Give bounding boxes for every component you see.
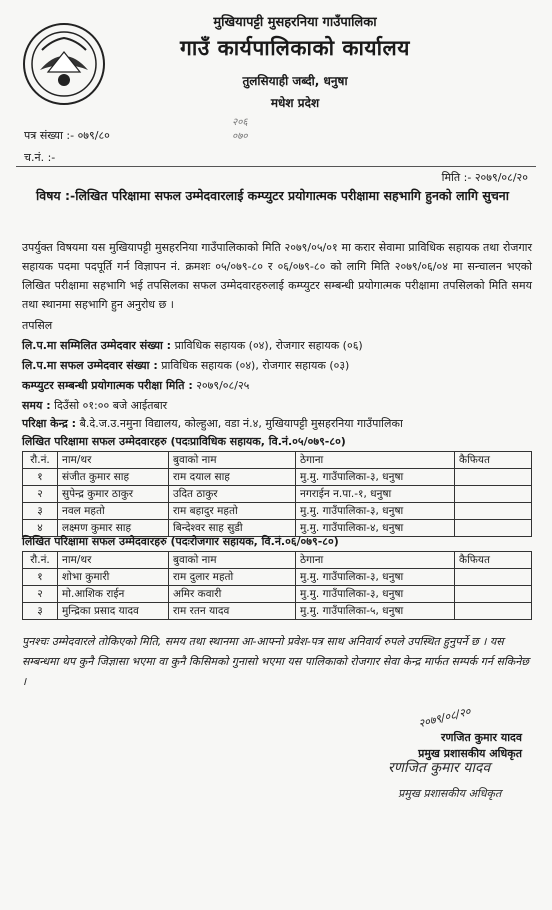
cell-name: नवल महतो bbox=[58, 503, 169, 520]
cell-sn: ३ bbox=[23, 603, 58, 620]
government-emblem-icon bbox=[22, 22, 106, 106]
col-father: बुवाको नाम bbox=[169, 552, 296, 569]
col-father: बुवाको नाम bbox=[169, 452, 296, 469]
notice-body: उपर्युक्त विषयमा यस मुखियापट्टी मुसहरनिया गाउँपालिकाको मिति २०७९/०५/०१ मा करार सेवामा प्राविधिक सहायक तथा रोजगार सहायक पदमा पदपूर्ति गर्न विज्ञापन नं. क्रमशः ०५/०७९-८० र ०६/०७९-८० को लागि मिति २०७९/०६/०४ मा सन्चालन भएको लिखित परीक्षामा सहभागि भई तपसिलका सफल उम्मेदवारहरुलाई कम्प्युटर सम्बन्धी प्रयोगात्मक परीक्षामा तपसिलको मिति समय तथा स्थानमा सहभागि हुन अनुरोध छ । bbox=[22, 241, 532, 311]
cell-address: मु.मु. गाउँपालिका-३, धनुषा bbox=[296, 586, 455, 603]
info-label: कम्प्युटर सम्बन्धी प्रयोगात्मक परीक्षा मिति : bbox=[22, 379, 193, 392]
info-line-center bbox=[22, 416, 403, 431]
header-stamp-number: २०६ bbox=[232, 117, 248, 128]
cell-father: बिन्देश्वर साह सुडी bbox=[169, 520, 296, 537]
cell-address: नगराईन न.पा.-१, धनुषा bbox=[296, 486, 455, 503]
letter-number: पत्र संख्या :- ०७९/८० bbox=[24, 129, 110, 142]
cell-address: मु.मु. गाउँपालिका-३, धनुषा bbox=[296, 569, 455, 586]
cell-remarks bbox=[455, 569, 532, 586]
signature-date-scribble: २०७९/०८/२० bbox=[417, 704, 472, 731]
stamp-name: रणजित कुमार यादव bbox=[388, 760, 491, 776]
cell-name: शोभा कुमारी bbox=[58, 569, 169, 586]
employment-assistant-table bbox=[22, 551, 532, 620]
col-sn: रौ.नं. bbox=[23, 452, 58, 469]
cell-sn: ४ bbox=[23, 520, 58, 537]
info-label: समय : bbox=[22, 399, 51, 412]
office-address: तुलसियाही जब्दी, धनुषा bbox=[242, 74, 348, 88]
col-remarks: कैफियत bbox=[455, 552, 532, 569]
municipality-name: मुखियापट्टी मुसहरनिया गाउँपालिका bbox=[213, 15, 377, 30]
col-sn: रौ.नं. bbox=[23, 552, 58, 569]
cell-father: उदित ठाकुर bbox=[169, 486, 296, 503]
cell-sn: २ bbox=[23, 486, 58, 503]
cell-sn: १ bbox=[23, 469, 58, 486]
col-name: नाम/थर bbox=[58, 452, 169, 469]
info-value: २०७९/०८/२५ bbox=[192, 379, 250, 392]
table-row bbox=[23, 503, 532, 520]
cell-father: राम बहादुर महतो bbox=[169, 503, 296, 520]
cell-address: मु.मु. गाउँपालिका-५, धनुषा bbox=[296, 603, 455, 620]
postscript-note: पुनश्चः उम्मेदवारले तोकिएको मिति, समय तथा स्थानमा आ-आफ्नो प्रवेश-पत्र साथ अनिवार्य रुपले उपस्थित हुनुपर्ने छ । यस सम्बन्धमा थप कुनै जिज्ञासा भएमा वा कुनै किसिमको गुनासो भएमा यस पालिकाको रोजगार सेवा केन्द्र मार्फत सम्पर्क गर्न सकिनेछ । bbox=[22, 635, 530, 688]
cell-name: लक्ष्मण कुमार साह bbox=[58, 520, 169, 537]
info-label: लि.प.मा सफल उम्मेदवार संख्या : bbox=[22, 359, 158, 372]
table-row bbox=[23, 569, 532, 586]
info-value: दिउँसो ०१:०० बजे आईतबार bbox=[50, 399, 168, 412]
col-remarks: कैफियत bbox=[455, 452, 532, 469]
col-address: ठेगाना bbox=[296, 552, 455, 569]
cell-remarks bbox=[455, 486, 532, 503]
info-label: लि.प.मा सम्मिलित उम्मेदवार संख्या : bbox=[22, 339, 172, 352]
signatory-name: रणजित कुमार यादव bbox=[441, 731, 522, 744]
notice-date: मिति :- २०७९/०८/२० bbox=[441, 171, 528, 184]
cell-name: सुपेन्द्र कुमार ठाकुर bbox=[58, 486, 169, 503]
cell-father: अमिर कवारी bbox=[169, 586, 296, 603]
cell-father: राम दयाल साह bbox=[169, 469, 296, 486]
office-name: गाउँ कार्यपालिकाको कार्यालय bbox=[180, 36, 410, 60]
info-line-exam-date bbox=[22, 378, 249, 393]
cell-sn: ३ bbox=[23, 503, 58, 520]
cell-sn: २ bbox=[23, 586, 58, 603]
info-value: बै.दे.ज.उ.नमुना विद्यालय, कोल्हुआ, वडा नं.४, मुखियापट्टी मुसहरनिया गाउँपालिका bbox=[76, 417, 403, 430]
cell-remarks bbox=[455, 503, 532, 520]
cell-remarks bbox=[455, 520, 532, 537]
table-row bbox=[23, 603, 532, 620]
cell-address: मु.मु. गाउँपालिका-४, धनुषा bbox=[296, 520, 455, 537]
header-stamp-number-2: ०७० bbox=[232, 131, 248, 142]
province-name: मधेश प्रदेश bbox=[270, 96, 320, 110]
cell-address: मु.मु. गाउँपालिका-३, धनुषा bbox=[296, 503, 455, 520]
cell-name: संजीत कुमार साह bbox=[58, 469, 169, 486]
info-line-candidates bbox=[22, 338, 363, 353]
signature-stamp bbox=[384, 758, 544, 824]
cell-sn: १ bbox=[23, 569, 58, 586]
cell-father: राम रतन यादव bbox=[169, 603, 296, 620]
info-line-passed bbox=[22, 358, 349, 373]
info-value: प्राविधिक सहायक (०४), रोजगार सहायक (०६) bbox=[171, 339, 363, 352]
cell-remarks bbox=[455, 469, 532, 486]
col-address: ठेगाना bbox=[296, 452, 455, 469]
table2-caption: लिखित परिक्षामा सफल उम्मेदवारहरु (पदःरोजगार सहायक, वि.नं.०६/०७९-८०) bbox=[22, 535, 339, 548]
cell-remarks bbox=[455, 603, 532, 620]
cell-remarks bbox=[455, 586, 532, 603]
info-label: परिक्षा केन्द्र : bbox=[22, 417, 77, 430]
cell-name: मो.आशिक राईन bbox=[58, 586, 169, 603]
table-row bbox=[23, 486, 532, 503]
cell-father: राम दुलार महतो bbox=[169, 569, 296, 586]
info-value: प्राविधिक सहायक (०४), रोजगार सहायक (०३) bbox=[157, 359, 350, 372]
col-name: नाम/थर bbox=[58, 552, 169, 569]
dispatch-number: च.नं. :- bbox=[24, 151, 56, 164]
table-row bbox=[23, 586, 532, 603]
stamp-title: प्रमुख प्रशासकीय अधिकृत bbox=[398, 787, 502, 800]
technical-assistant-table bbox=[22, 451, 532, 537]
table-header-row bbox=[23, 552, 532, 569]
table1-caption: लिखित परिक्षामा सफल उम्मेदवारहरु (पदःप्राविधिक सहायक, वि.नं.०५/०७९-८०) bbox=[22, 435, 346, 448]
notice-subject: विषय :-लिखित परिक्षामा सफल उम्मेदवारलाई कम्प्युटर प्रयोगात्मक परीक्षामा सहभागि हुनको लागि सुचना bbox=[36, 188, 509, 203]
tapsil-heading: तपसिल bbox=[22, 319, 53, 332]
info-line-time bbox=[22, 398, 167, 413]
cell-address: मु.मु. गाउँपालिका-३, धनुषा bbox=[296, 469, 455, 486]
table-header-row bbox=[23, 452, 532, 469]
cell-name: मुन्द्रिका प्रसाद यादव bbox=[58, 603, 169, 620]
signatory-title: प्रमुख प्रशासकीय अधिकृत bbox=[418, 747, 522, 760]
header-divider bbox=[16, 166, 536, 167]
table-row bbox=[23, 469, 532, 486]
